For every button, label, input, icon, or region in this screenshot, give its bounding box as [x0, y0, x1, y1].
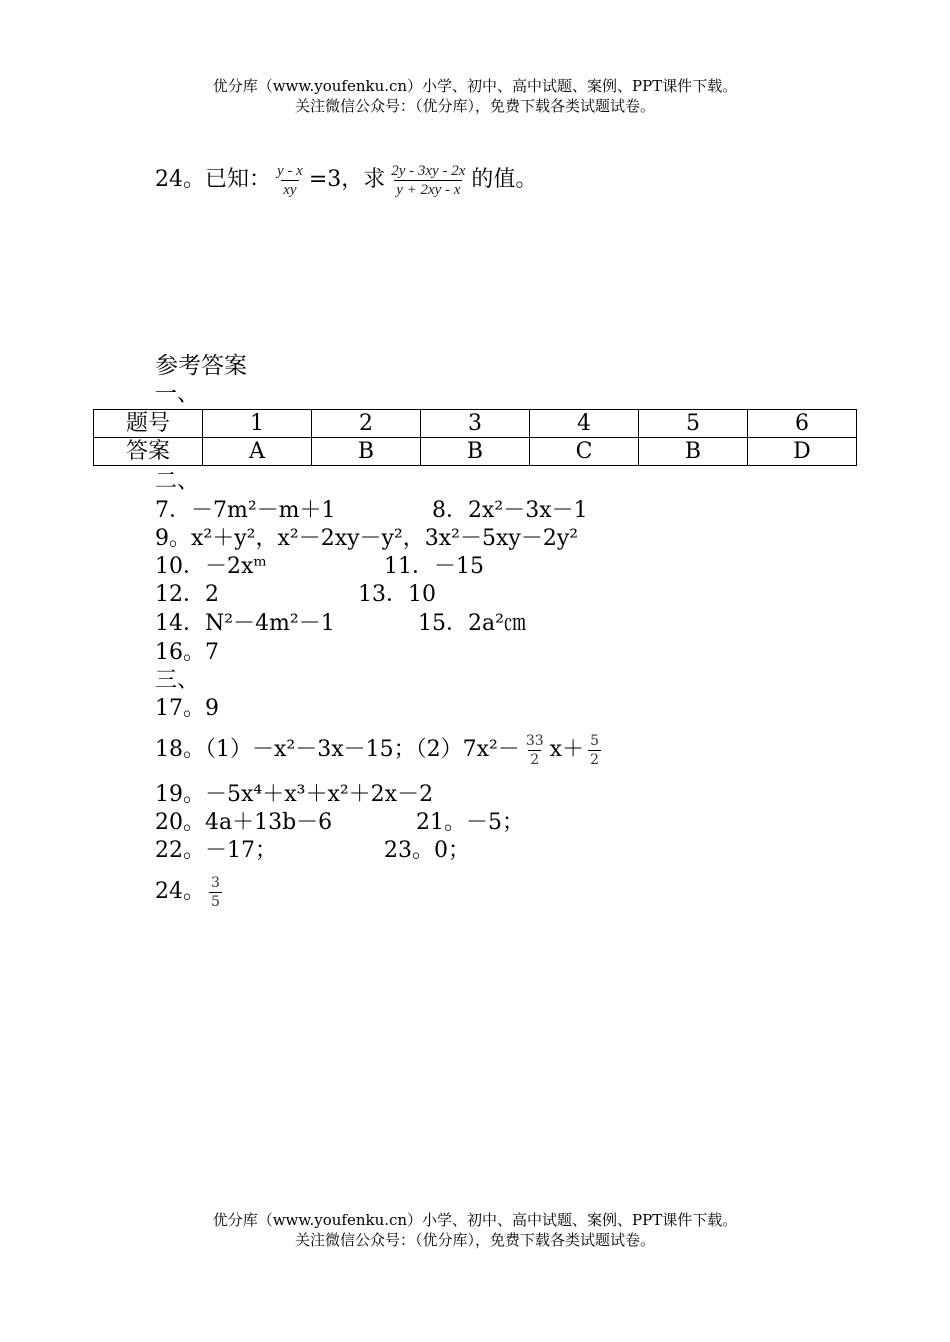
answer-18-prefix: 18。（1）－x²－3x－15；（2）7x²－	[155, 737, 520, 762]
table-header-cell: 题号	[94, 410, 203, 438]
answer-13: 13．10	[358, 582, 436, 607]
section-2-heading: 二、	[155, 469, 200, 494]
table-cell: D	[748, 438, 857, 466]
answer-18-frac2-numerator: 5	[590, 732, 600, 749]
answer-18-frac1-numerator: 33	[525, 732, 544, 749]
answer-20: 20。4a＋13b－6	[155, 810, 333, 835]
answer-14: 14．N²－4m²－1	[155, 611, 335, 636]
answer-24-fraction	[209, 874, 222, 911]
answer-7: 7．－7m²－m＋1	[155, 498, 336, 523]
answer-21: 21。－5；	[416, 810, 524, 835]
q24-suffix: 的值。	[471, 167, 538, 192]
answer-18-frac2-denominator: 2	[590, 751, 600, 768]
q24-prefix: 24。已知：	[155, 167, 271, 192]
answer-10: 10．－2xᵐ	[155, 554, 267, 579]
answer-18-mid: x＋	[549, 737, 585, 762]
answer-17: 17。9	[155, 696, 219, 721]
answer-11: 11．－15	[384, 554, 484, 579]
page-footer-line2: 关注微信公众号：（优分库），免费下载各类试题试卷。	[294, 1231, 655, 1249]
answer-18-frac1-denominator: 2	[530, 751, 540, 768]
page-header-line2: 关注微信公众号：（优分库），免费下载各类试题试卷。	[294, 97, 655, 115]
answer-24-denominator: 5	[211, 893, 220, 910]
answer-18-fraction-2	[588, 732, 601, 769]
q24-fraction-1	[275, 162, 305, 199]
q24-frac1-numerator: y - x	[277, 162, 303, 179]
table-cell: B	[639, 438, 748, 466]
table-row-numbers	[94, 410, 857, 438]
answer-9: 9。x²＋y²，x²－2xy－y²，3x²－5xy－2y²	[155, 526, 579, 551]
q24-mid: =3，求	[308, 167, 386, 192]
page-footer-line1: 优分库（www.youfenku.cn）小学、初中、高中试题、案例、PPT课件下载。	[212, 1211, 738, 1229]
table-cell: 1	[203, 410, 312, 438]
table-cell: 6	[748, 410, 857, 438]
answer-23: 23。0；	[384, 838, 470, 863]
table-cell: B	[421, 438, 530, 466]
answer-24	[155, 870, 226, 914]
table-header-cell: 答案	[94, 438, 203, 466]
table-cell: 4	[530, 410, 639, 438]
q24-fraction-2	[389, 162, 467, 199]
answer-15: 15．2a²㎝	[418, 611, 526, 636]
answers-title: 参考答案	[155, 353, 247, 379]
table-row-answers	[94, 438, 857, 466]
table-cell: 3	[421, 410, 530, 438]
question-24	[155, 158, 537, 202]
answer-12: 12．2	[155, 582, 219, 607]
answer-24-prefix: 24。	[155, 879, 205, 904]
table-cell: 2	[312, 410, 421, 438]
answer-16: 16。7	[155, 640, 219, 665]
answer-22: 22。－17；	[155, 838, 277, 863]
section-1-heading: 一、	[155, 382, 200, 407]
table-cell: C	[530, 438, 639, 466]
table-cell: A	[203, 438, 312, 466]
page-header-line1: 优分库（www.youfenku.cn）小学、初中、高中试题、案例、PPT课件下载。	[212, 77, 738, 95]
section-3-heading: 三、	[155, 668, 200, 693]
answer-table	[93, 409, 857, 466]
answer-24-numerator: 3	[211, 874, 220, 891]
q24-frac2-numerator: 2y - 3xy - 2x	[391, 162, 466, 179]
table-cell: B	[312, 438, 421, 466]
table-cell: 5	[639, 410, 748, 438]
answer-19: 19。－5x⁴＋x³＋x²＋2x－2	[155, 782, 434, 807]
q24-frac2-denominator: y + 2xy - x	[396, 181, 461, 198]
answer-8: 8．2x²－3x－1	[432, 498, 588, 523]
answer-18-fraction-1	[524, 732, 546, 769]
answer-18	[155, 728, 605, 772]
q24-frac1-denominator: xy	[283, 181, 297, 198]
